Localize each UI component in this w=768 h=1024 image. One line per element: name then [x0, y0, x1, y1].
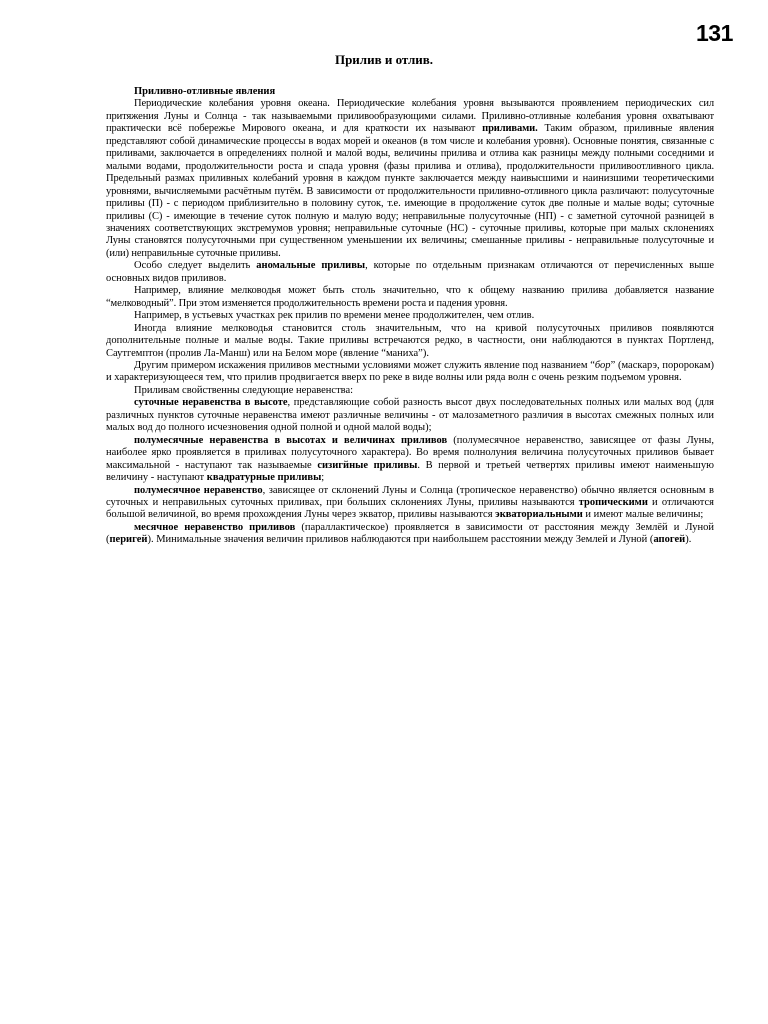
text-run: (параллактическое) проявляется в зависимости от расстояния между Землёй и Луной ( — [106, 521, 714, 546]
text-run: , которые по отдельным признакам отличаются от перечисленных выше основных видов приливов. — [106, 260, 714, 284]
paragraph-diurnal-inequality — [106, 397, 714, 434]
bold-term: перигей — [109, 534, 148, 546]
bold-term: приливами. — [482, 123, 538, 135]
text-run: и имеют малые величины; — [582, 509, 704, 521]
text-run: Другим примером искажения приливов местными условиями может служить явление под названием “ — [134, 359, 595, 371]
italic-term: бор — [594, 359, 611, 371]
paragraph-shallow-water — [106, 285, 714, 310]
page-number: 131 — [696, 20, 733, 46]
section-heading: Приливно-отливные явления — [134, 86, 276, 97]
text-run: , зависящее от склонений Луны и Солнца (тропическое неравенство) обычно является основным в суточных и неправильных суточных приливах, при больших склонениях Луны, приливы называются — [106, 484, 714, 508]
text-run: Периодические колебания уровня океана. Периодические колебания уровня вызываются проявлением периодических сил притяжения Луны и Солнца - так называемыми приливообразующими силами. Приливно-отливные колебания уровня охватывают практически всё побережье Мирового океана, и для краткости их называют — [106, 98, 714, 135]
paragraph-inequalities-intro — [106, 385, 714, 397]
text-run: ). Минимальные значения величин приливов наблюдаются при наибольшем расстоянии между Землей и Луной ( — [147, 534, 654, 546]
text-run: ; — [321, 472, 325, 484]
text-run: Например, влияние мелководья может быть столь значительно, что к общему названию прилива добавляется название “мелководный”. При этом изменяется продолжительность времени роста и падения уровня. — [106, 285, 714, 309]
bold-term: тропическими — [578, 496, 648, 508]
text-run: , представляющие собой разность высот двух последовательных полных или малых вод (для различных пунктов суточные неравенства имеют различные величины - от малозаметного различия в высотах смежных полных или малых вод до полного исчезновения одной полной и одной малой воды); — [106, 397, 714, 434]
paragraph-anomalous-tides — [106, 260, 714, 285]
text-run: Например, в устьевых участках рек прилив по времени менее продолжителен, чем отлив. — [134, 310, 535, 322]
bold-term: месячное неравенство приливов — [134, 521, 296, 533]
text-run: Приливам свойственны следующие неравенства: — [134, 384, 354, 396]
bold-term: сизигйные приливы — [317, 459, 418, 471]
paragraph-river-mouths — [106, 310, 714, 322]
paragraph-extra-waters — [106, 323, 714, 360]
text-run: . В первой и третьей четвертях приливы имеют наименьшую величину - наступают — [106, 459, 714, 484]
bold-term: экваториальными — [495, 509, 583, 521]
bold-term: аномальные приливы — [256, 260, 366, 272]
paragraph-monthly-inequality — [106, 522, 714, 547]
paragraph-intro — [106, 98, 714, 260]
text-run: (полумесячное неравенство, зависящее от фазы Луны, наиболее ярко проявляется в приливах полусуточного характера). Во время полнолуния величина полусуточных приливов бывает максимальной - наступают так называемые — [106, 434, 714, 471]
paragraph-bore — [106, 360, 714, 385]
text-run: ). — [685, 534, 692, 546]
text-run: и отличаются большой величиной, во время прохождения Луны через экватор, приливы называются — [106, 496, 714, 521]
paragraph-semimonthly-phase-inequality — [106, 435, 714, 485]
bold-term: полумесячное неравенство — [134, 484, 263, 496]
bold-term: квадратурные приливы — [206, 472, 322, 484]
text-run: Особо следует выделить — [134, 260, 257, 272]
paragraph-semimonthly-declination-inequality — [106, 485, 714, 522]
page-title: Прилив и отлив. — [334, 52, 434, 67]
bold-term: полумесячные неравенства в высотах и величинах приливов — [134, 434, 448, 446]
document-body — [106, 86, 714, 547]
bold-term: апогей — [653, 534, 686, 546]
text-run: Иногда влияние мелководья становится столь значительным, что на кривой полусуточных приливов появляются дополнительные полные и малые воды. Такие приливы встречаются редко, в частности, они наблюдаются в пунктах Портленд, Саутгемптон (пролив Ла-Манш) или на Белом море (явление “маниха”). — [106, 322, 714, 359]
bold-term: суточные неравенства в высоте — [134, 397, 288, 409]
text-run: Таким образом, приливные явления представляют собой динамические процессы в водах морей и океанов (в том числе и колебания уровня). Основные понятия, связанные с приливами, заключается в определениях полной и малой воды, величины прилива и отлива как разницы между полными соседними и малыми водами, продолжительности роста и спада уровня (фазы прилива и отлива), продолжительности приливоотливного цикла. Предельный размах приливных колебаний уровня в каждом пункте заключается между наивысшими и наинизшими теоретическими уровнями, вычисляемыми расчётным путём. В зависимости от продолжительности приливно-отливного цикла различают: полусуточные приливы (П) - с периодом приблизительно в половину суток, т.е. имеющие в продолжение суток две полные и малые воды; суточные приливы (С) - имеющие в течение суток полную и малую воду; неправильные полусуточные (НП) - с заметной суточной разницей в значениях соответствующих экстремумов уровня; неправильные суточные (НС) - суточные приливы, которые при малых склонениях Луны становятся полусуточными при существенном уменьшении их величины; смешанные приливы - неправильные полусуточные и (или) неправильные суточные приливы. — [106, 123, 714, 259]
text-run: ” (маскарэ, поророкам) и характеризующееся тем, что прилив продвигается вверх по реке в виде волны или ряда волн с очень резким подъемом уровня. — [106, 359, 714, 384]
